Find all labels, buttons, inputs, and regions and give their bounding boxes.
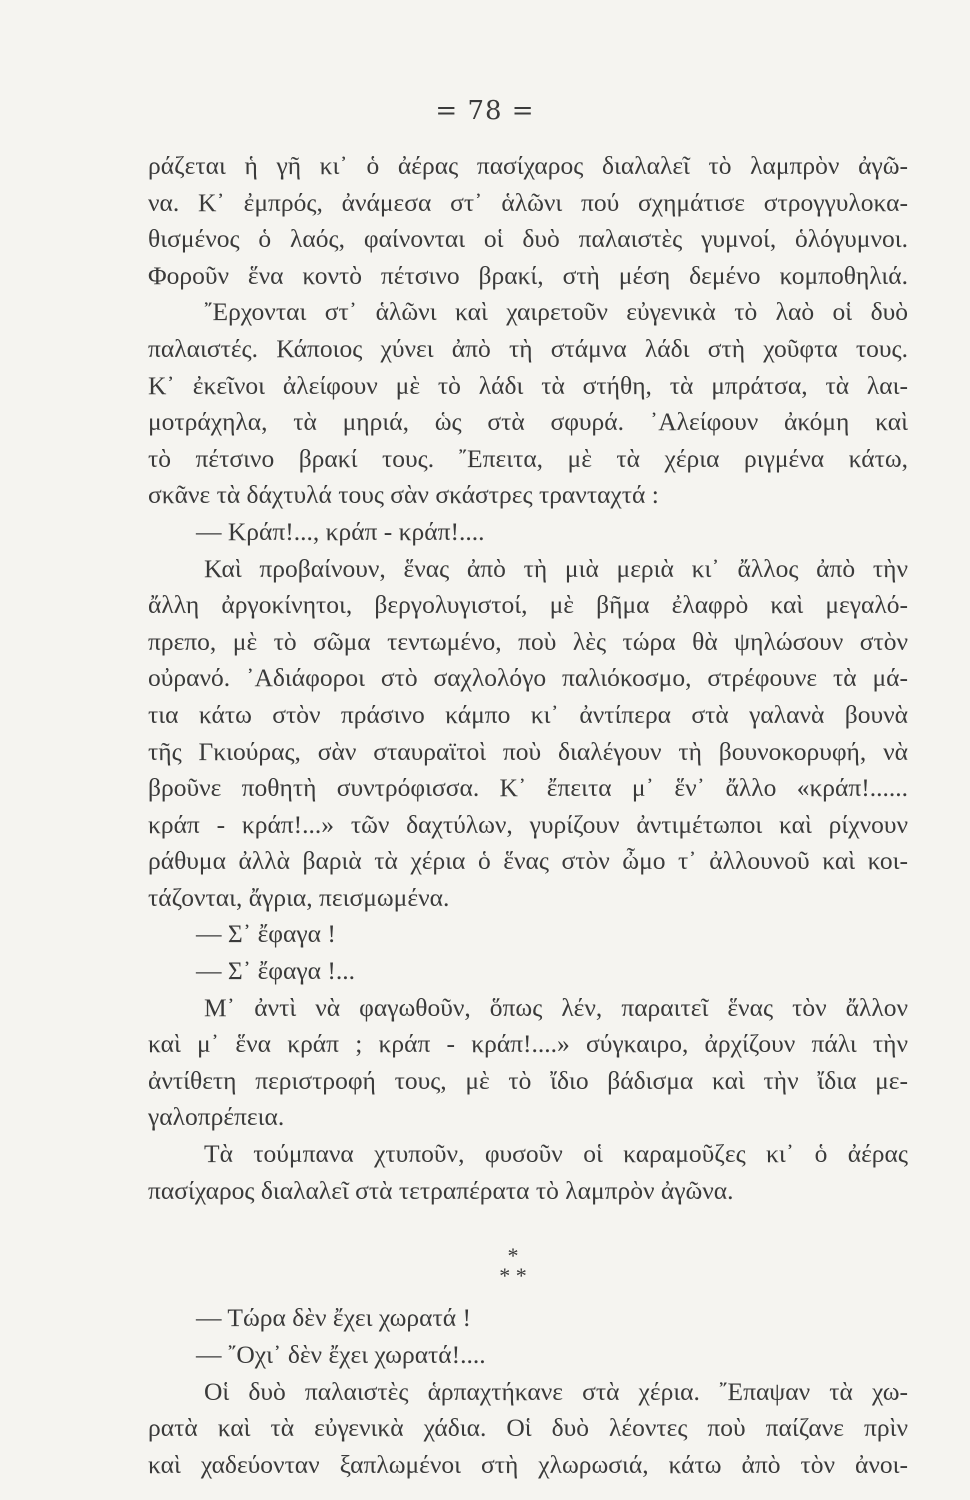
text-line: Καὶ προβαίνουν, ἕνας ἀπὸ τὴ μιὰ μεριὰ κι᾽ ἄλλος ἀπὸ τὴν xyxy=(204,553,908,583)
spacer xyxy=(148,1209,908,1246)
section-asterism: * * * xyxy=(499,1242,527,1288)
text-line: καὶ μ᾽ ἕνα κράπ ; κράπ - κράπ!....» σύγκαιρο, ἀρχίζουν πάλι τὴν xyxy=(148,1029,908,1059)
text-line: σκᾶνε τὰ δάχτυλά τους σὰν σκάστρες τρανταχτά : xyxy=(148,480,659,510)
spacer xyxy=(148,1282,908,1300)
text-line: — Κράπ!..., κράπ - κράπ!.... xyxy=(196,516,485,546)
page-number: = 78 = xyxy=(435,96,535,126)
text-line: — Τώρα δὲν ἔχει χωρατά ! xyxy=(196,1303,471,1333)
text-line: καὶ χαδεύονταν ξαπλωμένοι στὴ χλωρωσιά, κάτω ἀπὸ τὸν ἀνοι- xyxy=(148,1449,908,1479)
text-line: θισμένος ὁ λαός, φαίνονται οἱ δυὸ παλαιστὲς γυμνοί, ὁλόγυμνοι. xyxy=(148,224,908,254)
text-line: — Σ᾽ ἔφαγα !... xyxy=(196,956,355,986)
text-line: τια κάτω στὸν πράσινο κάμπο κι᾽ ἀντίπερα στὰ γαλανὰ βουνὰ xyxy=(148,699,908,729)
text-line: βροῦνε ποθητὴ συντρόφισσα. Κ᾽ ἔπειτα μ᾽ ἕν᾽ ἄλλο «κράπ!...... xyxy=(148,773,908,803)
text-line: τάζονται, ἄγρια, πεισμωμένα. xyxy=(148,882,450,912)
text-line: γαλοπρέπεια. xyxy=(148,1102,285,1132)
text-line: πρεπο, μὲ τὸ σῶμα τεντωμένο, ποὺ λὲς τώρα θὰ ψηλώσουν στὸν xyxy=(148,626,908,656)
text-line: ρατὰ καὶ τὰ εὐγενικὰ χάδια. Οἱ δυὸ λέοντες ποὺ παίζανε πρὶν xyxy=(148,1413,908,1443)
text-line: Οἱ δυὸ παλαιστὲς ἁρπαχτήκανε στὰ χέρια. ῎Επαψαν τὰ χω- xyxy=(204,1376,908,1406)
text-line: — Σ᾽ ἔφαγα ! xyxy=(196,919,336,949)
text-line: — ῎Οχι᾽ δὲν ἔχει χωρατά!.... xyxy=(196,1340,486,1369)
text-line: πασίχαρος διαλαλεῖ στὰ τετραπέρατα τὸ λαμπρὸν ἀγῶνα. xyxy=(148,1175,734,1205)
text-line: παλαιστές. Κάποιος χύνει ἀπὸ τὴ στάμνα λάδι στὴ χοῦφτα τους. xyxy=(148,333,908,363)
text-line: Φοροῦν ἕνα κοντὸ πέτσινο βρακί, στὴ μέση δεμένο κομποθηλιά. xyxy=(148,260,908,290)
text-line: να. Κ᾽ ἐμπρός, ἀνάμεσα στ᾽ ἁλῶνι πού σχημάτισε στρογγυλοκα- xyxy=(148,187,908,217)
text-line: ἄλλη ἀργοκίνητοι, βεργολυγιστοί, μὲ βῆμα ἐλαφρὸ καὶ μεγαλό- xyxy=(148,590,908,620)
body-text xyxy=(148,148,908,1483)
text-line: τῆς Γκιούρας, σὰν σταυραϊτοὶ ποὺ διαλέγουν τὴ βουνοκορυφή, νὰ xyxy=(148,736,908,766)
text-line: μοτράχηλα, τὰ μηριά, ὡς στὰ σφυρά. ᾽Αλείφουν ἀκόμη καὶ xyxy=(148,407,908,437)
text-line: Μ᾽ ἀντὶ νὰ φαγωθοῦν, ὅπως λέν, παραιτεῖ ἕνας τὸν ἄλλον xyxy=(204,992,908,1022)
text-line: κράπ - κράπ!...» τῶν δαχτύλων, γυρίζουν ἀντιμέτωποι καὶ ρίχνουν xyxy=(148,809,908,839)
text-line: Κ᾽ ἐκεῖνοι ἀλείφουν μὲ τὸ λάδι τὰ στήθη, τὰ μπράτσα, τὰ λαι- xyxy=(148,370,908,400)
text-line: τὸ πέτσινο βρακί τους. ῎Επειτα, μὲ τὰ χέρια ριγμένα κάτω, xyxy=(148,443,908,473)
text-line: ράθυμα ἀλλὰ βαριὰ τὰ χέρια ὁ ἕνας στὸν ὦμο τ᾽ ἀλλουνοῦ καὶ κοι- xyxy=(148,846,908,876)
text-line: ράζεται ἡ γῆ κι᾽ ὁ ἀέρας πασίχαρος διαλαλεῖ τὸ λαμπρὸν ἀγῶ- xyxy=(148,151,908,180)
text-line: ῎Ερχονται στ᾽ ἁλῶνι καὶ χαιρετοῦν εὐγενικὰ τὸ λαὸ οἱ δυὸ xyxy=(204,297,908,327)
text-line: οὐρανό. ᾽Αδιάφοροι στὸ σαχλολόγο παλιόκοσμο, στρέφουνε τὰ μά- xyxy=(148,663,908,693)
text-line: Τὰ τούμπανα χτυποῦν, φυσοῦν οἱ καραμοῦζες κι᾽ ὁ ἀέρας xyxy=(204,1139,908,1169)
text-line: ἀντίθετη περιστροφή τους, μὲ τὸ ἴδιο βάδισμα καὶ τὴν ἴδια με- xyxy=(148,1065,908,1095)
